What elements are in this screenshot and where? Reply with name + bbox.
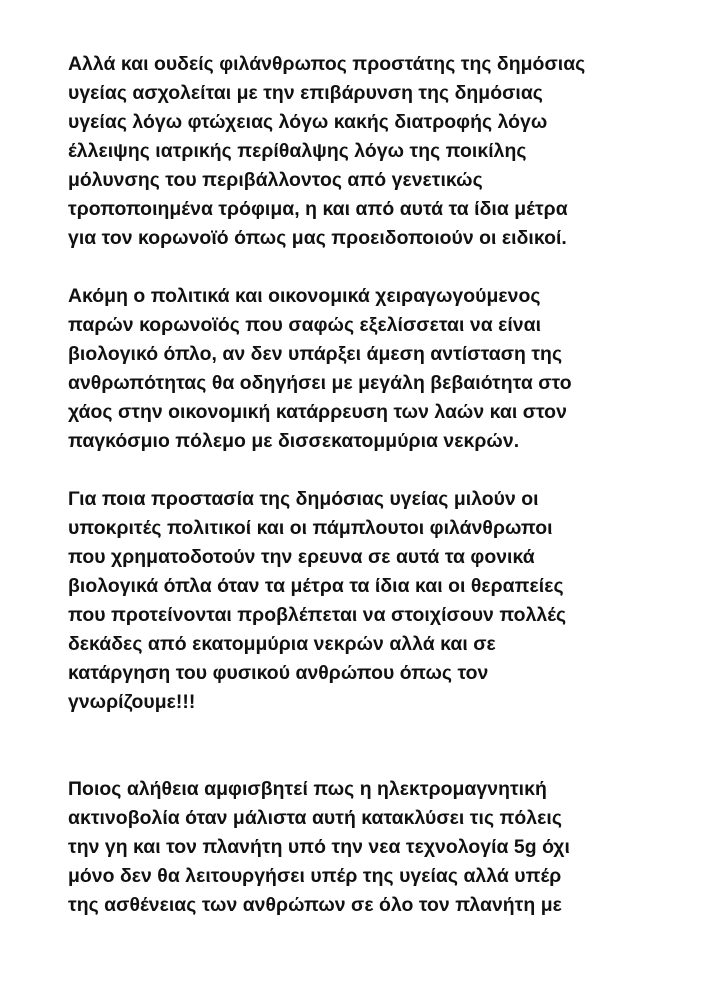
text-line: που προτείνονται προβλέπεται να στοιχίσουν πολλές (68, 604, 567, 626)
text-line: τροποποιημένα τρόφιμα, η και από αυτά τα ίδια μέτρα (68, 198, 568, 220)
paragraph-spacer (68, 717, 668, 775)
paragraph-3 (68, 485, 668, 717)
text-line: υγείας λόγω φτώχειας λόγω κακής διατροφής λόγω (68, 111, 548, 133)
text-line: υποκριτές πολιτικοί και οι πάμπλουτοι φιλάνθρωποι (68, 517, 553, 539)
text-line: βιολογικό όπλο, αν δεν υπάρξει άμεση αντίσταση της (68, 343, 563, 365)
text-line: υγείας ασχολείται με την επιβάρυνση της δημόσιας (68, 82, 543, 104)
text-line: μόνο δεν θα λειτουργήσει υπέρ της υγείας αλλά υπέρ (68, 865, 562, 887)
text-line: ανθρωπότητας θα οδηγήσει με μεγάλη βεβαιότητα στο (68, 372, 572, 394)
text-line: Αλλά και ουδείς φιλάνθρωπος προστάτης της δημόσιας (68, 53, 586, 75)
document-body (68, 50, 668, 920)
text-line: γνωρίζουμε!!! (68, 691, 196, 713)
text-line: της ασθένειας των ανθρώπων σε όλο τον πλανήτη με (68, 894, 562, 916)
text-line: Ακόμη ο πολιτικά και οικονομικά χειραγωγούμενος (68, 285, 541, 307)
text-line: χάος στην οικονομική κατάρρευση των λαών και στον (68, 401, 567, 423)
text-line: κατάργηση του φυσικού ανθρώπου όπως τον (68, 662, 489, 684)
paragraph-spacer (68, 456, 668, 485)
text-line: Ποιος αλήθεια αμφισβητεί πως η ηλεκτρομαγνητική (68, 778, 547, 800)
paragraph-2 (68, 282, 668, 456)
text-line: μόλυνσης του περιβάλλοντος από γενετικώς (68, 169, 483, 191)
text-line: έλλειψης ιατρικής περίθαλψης λόγω της ποικίλης (68, 140, 527, 162)
text-line: παρών κορωνοϊός που σαφώς εξελίσσεται να είναι (68, 314, 542, 336)
text-line: ακτινοβολία όταν μάλιστα αυτή κατακλύσει τις πόλεις (68, 807, 562, 829)
paragraph-1 (68, 50, 668, 253)
text-line: δεκάδες από εκατομμύρια νεκρών αλλά και σε (68, 633, 496, 655)
text-line: Για ποια προστασία της δημόσιας υγείας μιλούν οι (68, 488, 539, 510)
text-line: για τον κορωνοϊό όπως μας προειδοποιούν οι ειδικοί. (68, 227, 567, 249)
text-line: την γη και τον πλανήτη υπό την νεα τεχνολογία 5g όχι (68, 836, 570, 858)
text-line: που χρηματοδοτούν την ερευνα σε αυτά τα φονικά (68, 546, 535, 568)
text-line: βιολογικά όπλα όταν τα μέτρα τα ίδια και οι θεραπείες (68, 575, 564, 597)
paragraph-spacer (68, 253, 668, 282)
paragraph-4 (68, 775, 668, 920)
text-line: παγκόσμιο πόλεμο με δισσεκατομμύρια νεκρών. (68, 430, 520, 452)
